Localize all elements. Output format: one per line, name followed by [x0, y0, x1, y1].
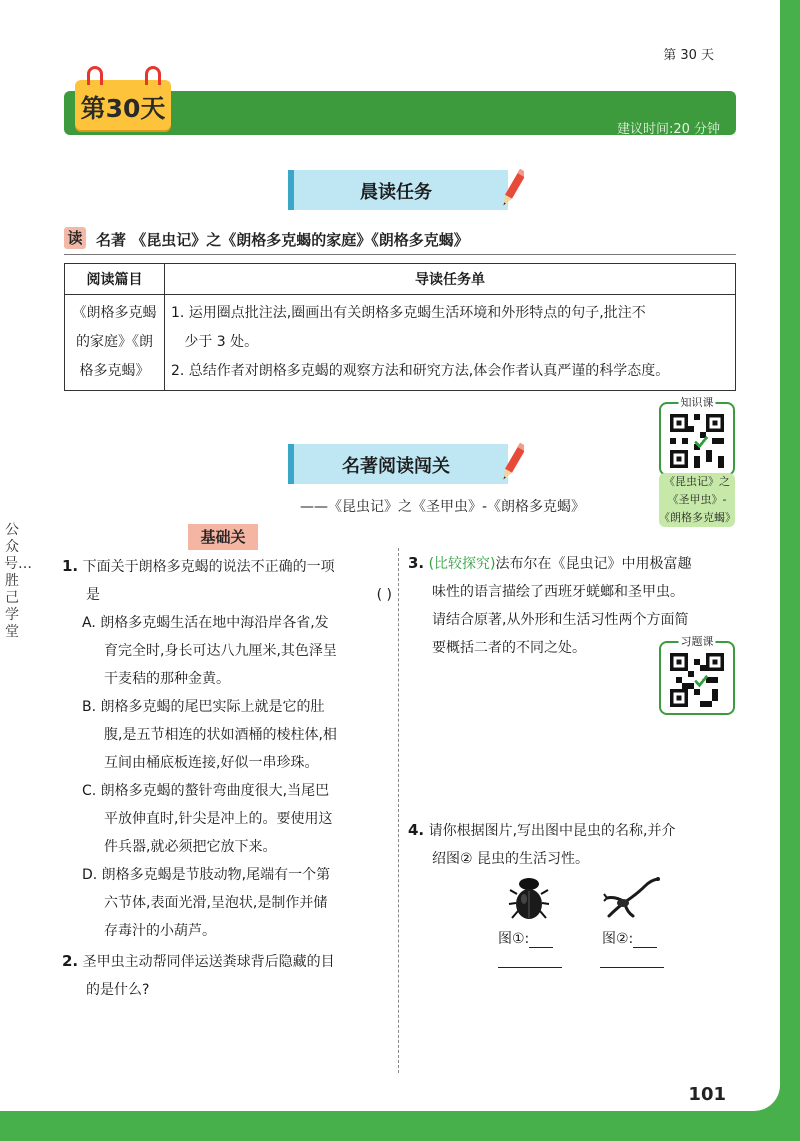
task-line: 1. 运用圈点批注法,圈画出有关朗格多克蝎生活环境和外形特点的句子,批注不 — [171, 305, 646, 321]
question-stem: 要概括二者的不同之处。 — [432, 640, 586, 656]
challenge-banner — [288, 444, 508, 484]
answer-bracket[interactable]: ( ) — [376, 587, 392, 603]
morning-task-banner — [288, 170, 508, 210]
option-line: 育完全时,身长可达八九厘米,其色泽呈 — [104, 643, 337, 659]
cell-line: 《朗格多克蝎 — [72, 305, 157, 321]
option-line: 存毒汁的小葫芦。 — [104, 923, 216, 939]
option-a[interactable] — [62, 609, 392, 693]
option-line: B. 朗格多克蝎的尾巴实际上就是它的肚 — [82, 699, 325, 715]
option-b[interactable] — [62, 693, 392, 777]
cell-line: 格多克蝎》 — [79, 363, 150, 379]
qr-code-icon — [670, 414, 724, 468]
pencil-icon — [502, 166, 524, 212]
answer-line[interactable] — [600, 967, 664, 968]
day-title: 第30天 — [80, 94, 166, 123]
question-stem: 圣甲虫主动帮同伴运送粪球背后隐藏的目 — [82, 954, 335, 970]
question-stem: 法布尔在《昆虫记》中用极富趣 — [495, 556, 692, 572]
banner-title: 名著阅读闯关 — [342, 456, 450, 477]
question-number: 3. — [408, 554, 425, 572]
question-stem: 绍图② 昆虫的生活习性。 — [432, 851, 590, 867]
answer-blank[interactable] — [633, 932, 657, 948]
question-stem: 的是什么? — [86, 982, 150, 998]
calendar-icon — [75, 80, 171, 130]
table-row — [65, 295, 736, 391]
answer-line[interactable] — [498, 967, 562, 968]
table-header: 导读任务单 — [165, 264, 736, 295]
qr-label-line: 《昆虫记》之 — [664, 475, 730, 488]
option-line: A. 朗格多克蝎生活在地中海沿岸各省,发 — [82, 615, 329, 631]
pencil-icon — [502, 440, 524, 486]
figure-2-caption — [602, 928, 657, 948]
banner-title: 晨读任务 — [360, 182, 432, 203]
source-line: ——《昆虫记》之《圣甲虫》-《朗格多克蝎》 — [300, 499, 586, 515]
task-line: 2. 总结作者对朗格多克蝎的观察方法和研究方法,体会作者认真严谨的科学态度。 — [171, 363, 670, 379]
column-divider — [398, 548, 399, 1073]
task-line: 少于 3 处。 — [171, 334, 259, 350]
question-4 — [408, 816, 738, 873]
qr-caption: 习题课 — [680, 635, 714, 648]
qr-label-line: 《圣甲虫》- — [667, 493, 727, 506]
knowledge-qr-label — [659, 473, 735, 527]
figure-label: 图①: — [498, 931, 530, 947]
qr-code-icon — [670, 653, 724, 707]
reading-title: 名著 《昆虫记》之《朗格多克蝎的家庭》《朗格多克蝎》 — [96, 231, 469, 249]
question-1 — [62, 552, 392, 1004]
exercise-qr-code[interactable] — [659, 635, 735, 715]
reading-chapter-cell — [65, 295, 165, 391]
table-header: 阅读篇目 — [65, 264, 165, 295]
question-number: 2. — [62, 952, 79, 970]
qr-label-line: 《朗格多克蝎》 — [659, 511, 736, 524]
question-stem: 味性的语言描绘了西班牙蜣螂和圣甲虫。 — [432, 584, 684, 600]
question-number: 4. — [408, 821, 425, 839]
option-line: 平放伸直时,针尖是冲上的。要使用这 — [104, 811, 333, 827]
cell-line: 的家庭》《朗 — [76, 334, 153, 350]
option-line: 件兵器,就必须把它放下来。 — [104, 839, 277, 855]
figure-1-caption — [498, 928, 553, 948]
option-line: 干麦秸的那种金黄。 — [104, 671, 230, 687]
question-stem: 是 — [86, 587, 100, 603]
option-line: 腹,是五节相连的状如酒桶的棱柱体,相 — [104, 727, 337, 743]
calendar-ring-icon — [145, 66, 161, 85]
option-line: D. 朗格多克蝎是节肢动物,尾端有一个第 — [82, 867, 331, 883]
dung-beetle-image — [508, 876, 550, 920]
knowledge-qr-code[interactable] — [659, 396, 735, 476]
question-stem: 请你根据图片,写出图中昆虫的名称,并介 — [428, 823, 676, 839]
answer-blank[interactable] — [529, 932, 553, 948]
question-tag: (比较探究) — [428, 556, 496, 572]
reading-header — [64, 226, 736, 255]
suggested-time: 建议时间:20 分钟 — [616, 122, 720, 137]
read-badge: 读 — [64, 227, 86, 249]
calendar-ring-icon — [87, 66, 103, 85]
table-header-row — [65, 264, 736, 295]
figure-label: 图②: — [602, 931, 634, 947]
option-line: 六节体,表面光滑,呈泡状,是制作并储 — [104, 895, 328, 911]
option-line: 互间由桶底板连接,好似一串珍珠。 — [104, 755, 319, 771]
scorpion-image — [603, 876, 661, 920]
day-label: 第 30 天 — [663, 48, 714, 63]
option-d[interactable] — [62, 861, 392, 945]
option-c[interactable] — [62, 777, 392, 861]
page-number: 101 — [688, 1084, 726, 1105]
option-line: C. 朗格多克蝎的螯针弯曲度很大,当尾巴 — [82, 783, 330, 799]
side-watermark: 公众号…胜己学堂 — [4, 522, 32, 640]
task-list-cell — [165, 295, 736, 391]
question-stem: 请结合原著,从外形和生活习性两个方面简 — [432, 612, 689, 628]
reading-task-table — [64, 263, 736, 391]
question-number: 1. — [62, 557, 79, 575]
qr-caption: 知识课 — [680, 396, 714, 409]
question-stem: 下面关于朗格多克蝎的说法不正确的一项 — [82, 559, 335, 575]
basic-level-tag: 基础关 — [188, 524, 258, 550]
